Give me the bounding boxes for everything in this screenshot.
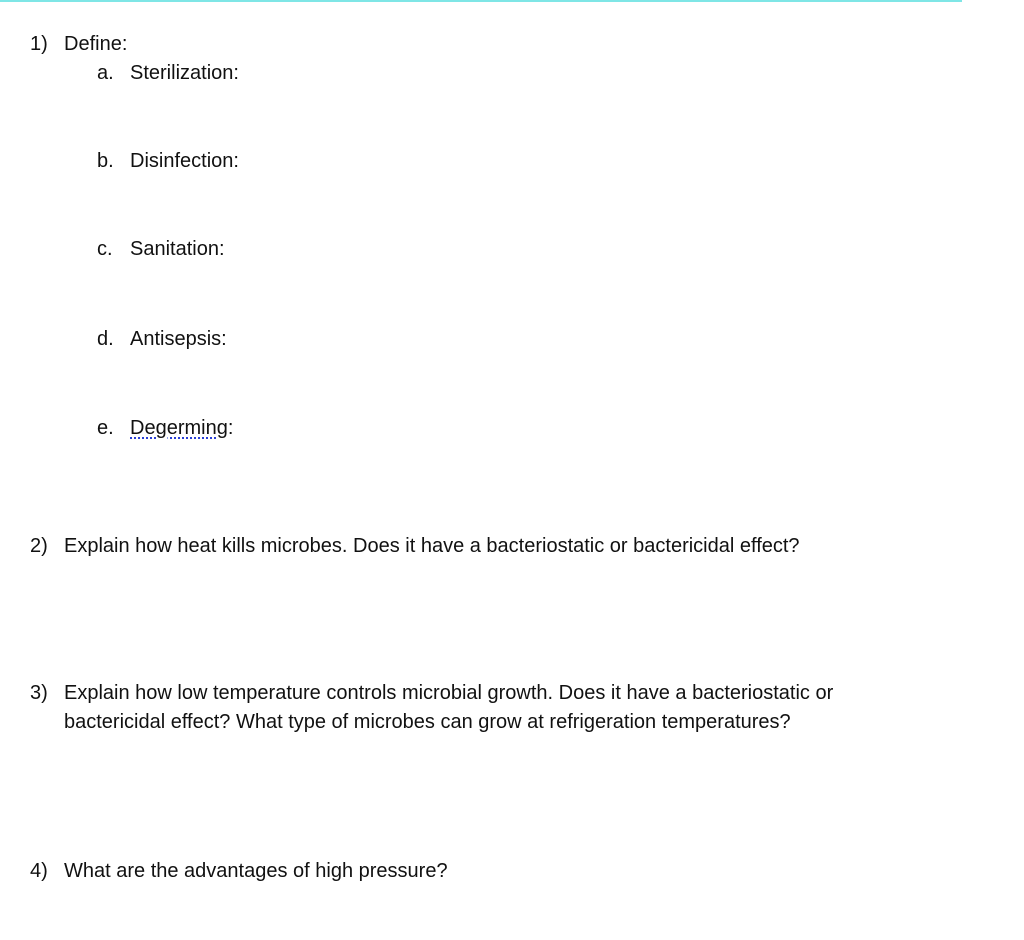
sub-item-text: Antisepsis: [130,328,227,350]
sub-item-letter: c. [97,238,113,260]
question-2 [30,532,934,561]
sub-item-e [97,414,233,443]
question-text: Define: [64,33,128,55]
sub-item-text: Disinfection: [130,150,239,172]
question-number: 2) [30,535,48,557]
sub-item-text [130,414,233,443]
sub-item-b [97,147,239,176]
sub-item-text: Sterilization: [130,62,239,84]
sub-item-a [97,59,239,88]
sub-item-text: Sanitation: [130,238,225,260]
question-text: What are the advantages of high pressure? [64,860,448,882]
sub-item-d [97,325,227,354]
question-1 [30,30,934,59]
question-3 [30,679,934,737]
question-text: Explain how low temperature controls microbial growth. Does it have a bacteriostatic or bactericidal effect? What type of microbes can grow at refrigeration temperatures? [64,682,834,733]
sub-item-c [97,235,225,264]
sub-item-letter: b. [97,150,114,172]
sub-item-letter: d. [97,328,114,350]
sub-item-letter: e. [97,417,114,439]
top-rule [0,0,962,2]
sub-item-letter: a. [97,62,114,84]
spellcheck-flagged-word[interactable]: Degerming [130,417,228,439]
question-number: 4) [30,860,48,882]
question-4 [30,857,934,886]
question-number: 1) [30,33,48,55]
question-number: 3) [30,682,48,704]
sub-item-suffix: : [227,417,234,439]
question-text: Explain how heat kills microbes. Does it have a bacteriostatic or bactericidal effect? [64,535,800,557]
